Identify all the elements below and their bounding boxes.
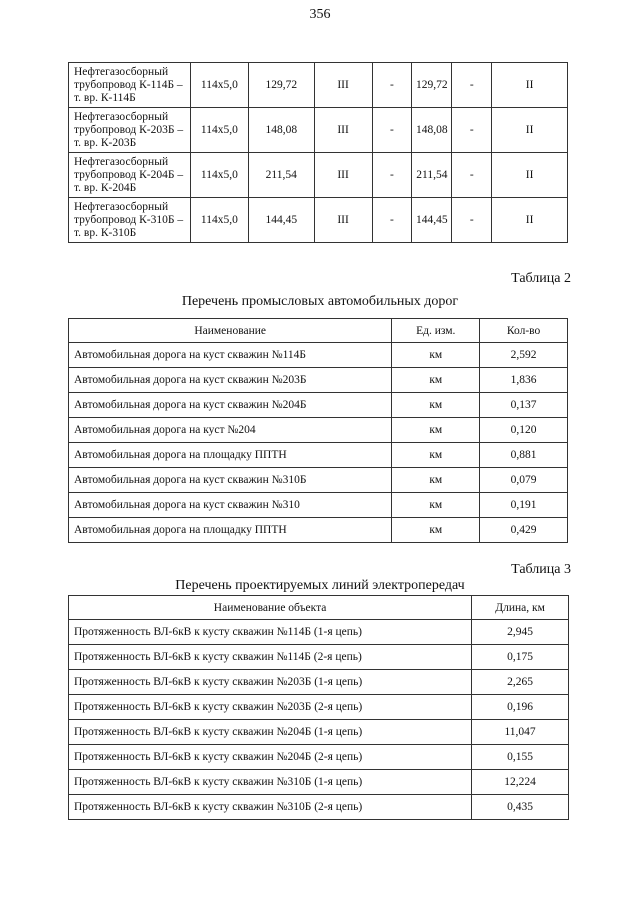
table-cell: -	[372, 198, 412, 243]
table-row	[69, 518, 568, 543]
line-length: 2,945	[472, 620, 569, 645]
road-unit: км	[392, 343, 480, 368]
pipe-size: 114х5,0	[190, 198, 248, 243]
line-length: 11,047	[472, 720, 569, 745]
road-name: Автомобильная дорога на куст №204	[69, 418, 392, 443]
pipe-class: III	[314, 198, 372, 243]
table3-number: Таблица 3	[511, 562, 571, 577]
table-row	[69, 493, 568, 518]
pipe-size: 114х5,0	[190, 63, 248, 108]
pipe-category: II	[492, 63, 568, 108]
page-number: 356	[309, 7, 331, 22]
pipe-length: 144,45	[248, 198, 314, 243]
line-name: Протяженность ВЛ-6кВ к кусту скважин №204Б (1-я цепь)	[69, 720, 472, 745]
pipe-length: 148,08	[248, 108, 314, 153]
table-cell: -	[452, 198, 492, 243]
table2-title: Перечень промысловых автомобильных дорог	[181, 294, 459, 309]
line-length: 0,175	[472, 645, 569, 670]
table-row	[69, 468, 568, 493]
pipe-length: 129,72	[248, 63, 314, 108]
line-name: Протяженность ВЛ-6кВ к кусту скважин №204Б (2-я цепь)	[69, 745, 472, 770]
table-cell: -	[372, 153, 412, 198]
line-name: Протяженность ВЛ-6кВ к кусту скважин №114Б (2-я цепь)	[69, 645, 472, 670]
road-unit: км	[392, 368, 480, 393]
pipe-size: 114х5,0	[190, 153, 248, 198]
table-row	[69, 443, 568, 468]
pipe-size: 114х5,0	[190, 108, 248, 153]
road-unit: км	[392, 443, 480, 468]
pipe-category: II	[492, 198, 568, 243]
line-name: Протяжeнность ВЛ-6кВ к кусту скважин №114Б (1-я цепь)	[69, 620, 472, 645]
line-name: Протяженность ВЛ-6кВ к кусту скважин №310Б (1-я цепь)	[69, 770, 472, 795]
table-row	[69, 795, 569, 820]
road-quantity: 0,191	[480, 493, 568, 518]
table-row	[69, 418, 568, 443]
table-cell: -	[452, 108, 492, 153]
road-quantity: 1,836	[480, 368, 568, 393]
column-header-length: Длина, км	[472, 596, 569, 620]
line-name: Протяженность ВЛ-6кВ к кусту скважин №203Б (2-я цепь)	[69, 695, 472, 720]
table-row	[69, 153, 568, 198]
line-length: 0,155	[472, 745, 569, 770]
column-header-unit: Ед. изм.	[392, 319, 480, 343]
table-header-row	[69, 319, 568, 343]
pipeline-name: Нефтегазосборный трубопровод К-310Б – т. вр. К-310Б	[69, 198, 191, 243]
column-header-object-name: Наименование объекта	[69, 596, 472, 620]
column-header-quantity: Кол-во	[480, 319, 568, 343]
road-name: Автомобильная дорога на куст скважин №203Б	[69, 368, 392, 393]
pipeline-name: Нефтегазосборный трубопровод К-204Б – т. вр. К-204Б	[69, 153, 191, 198]
table-cell: -	[452, 63, 492, 108]
pipe-class: III	[314, 153, 372, 198]
line-name: Протяженность ВЛ-6кВ к кусту скважин №310Б (2-я цепь)	[69, 795, 472, 820]
table-row	[69, 670, 569, 695]
table-row	[69, 720, 569, 745]
table3-title: Перечень проектируемых линий электропередач	[175, 578, 465, 593]
road-quantity: 0,137	[480, 393, 568, 418]
road-unit: км	[392, 493, 480, 518]
table-row	[69, 393, 568, 418]
table-row	[69, 745, 569, 770]
road-unit: км	[392, 468, 480, 493]
table-row	[69, 645, 569, 670]
column-header-name: Наименование	[69, 319, 392, 343]
road-quantity: 0,079	[480, 468, 568, 493]
table-cell: 148,08	[412, 108, 452, 153]
road-quantity: 0,429	[480, 518, 568, 543]
table-cell: 129,72	[412, 63, 452, 108]
line-name: Протяженность ВЛ-6кВ к кусту скважин №203Б (1-я цепь)	[69, 670, 472, 695]
table-header-row	[69, 596, 569, 620]
roads-table	[68, 318, 568, 543]
line-length: 0,435	[472, 795, 569, 820]
line-length: 0,196	[472, 695, 569, 720]
table-row	[69, 368, 568, 393]
road-unit: км	[392, 393, 480, 418]
table-cell: 211,54	[412, 153, 452, 198]
power-lines-table	[68, 595, 569, 820]
table-row	[69, 695, 569, 720]
pipe-category: II	[492, 153, 568, 198]
table-cell: 144,45	[412, 198, 452, 243]
line-length: 2,265	[472, 670, 569, 695]
pipeline-table	[68, 62, 568, 243]
road-quantity: 2,592	[480, 343, 568, 368]
table2-number: Таблица 2	[511, 271, 571, 286]
table-cell: -	[452, 153, 492, 198]
road-name: Автомобильная дорога на куст скважин №310Б	[69, 468, 392, 493]
pipe-length: 211,54	[248, 153, 314, 198]
road-quantity: 0,881	[480, 443, 568, 468]
road-name: Автомобильная дорога на куст скважин №204Б	[69, 393, 392, 418]
table-row	[69, 620, 569, 645]
road-quantity: 0,120	[480, 418, 568, 443]
pipe-class: III	[314, 108, 372, 153]
table-row	[69, 63, 568, 108]
line-length: 12,224	[472, 770, 569, 795]
table-cell: -	[372, 108, 412, 153]
pipe-class: III	[314, 63, 372, 108]
road-name: Автомобильная дорога на куст скважин №114Б	[69, 343, 392, 368]
pipeline-name: Нефтегазосборный трубопровод К-114Б – т. вр. К-114Б	[69, 63, 191, 108]
pipeline-name: Нефтегазосборный трубопровод К-203Б – т. вр. К-203Б	[69, 108, 191, 153]
table-row	[69, 343, 568, 368]
pipe-category: II	[492, 108, 568, 153]
road-unit: км	[392, 418, 480, 443]
table-cell: -	[372, 63, 412, 108]
table-row	[69, 770, 569, 795]
road-name: Автомобильная дорога на площадку ППТН	[69, 443, 392, 468]
road-name: Автомобильная дорога на площадку ППТН	[69, 518, 392, 543]
road-name: Автомобильная дорога на куст скважин №310	[69, 493, 392, 518]
table-row	[69, 108, 568, 153]
table-row	[69, 198, 568, 243]
road-unit: км	[392, 518, 480, 543]
